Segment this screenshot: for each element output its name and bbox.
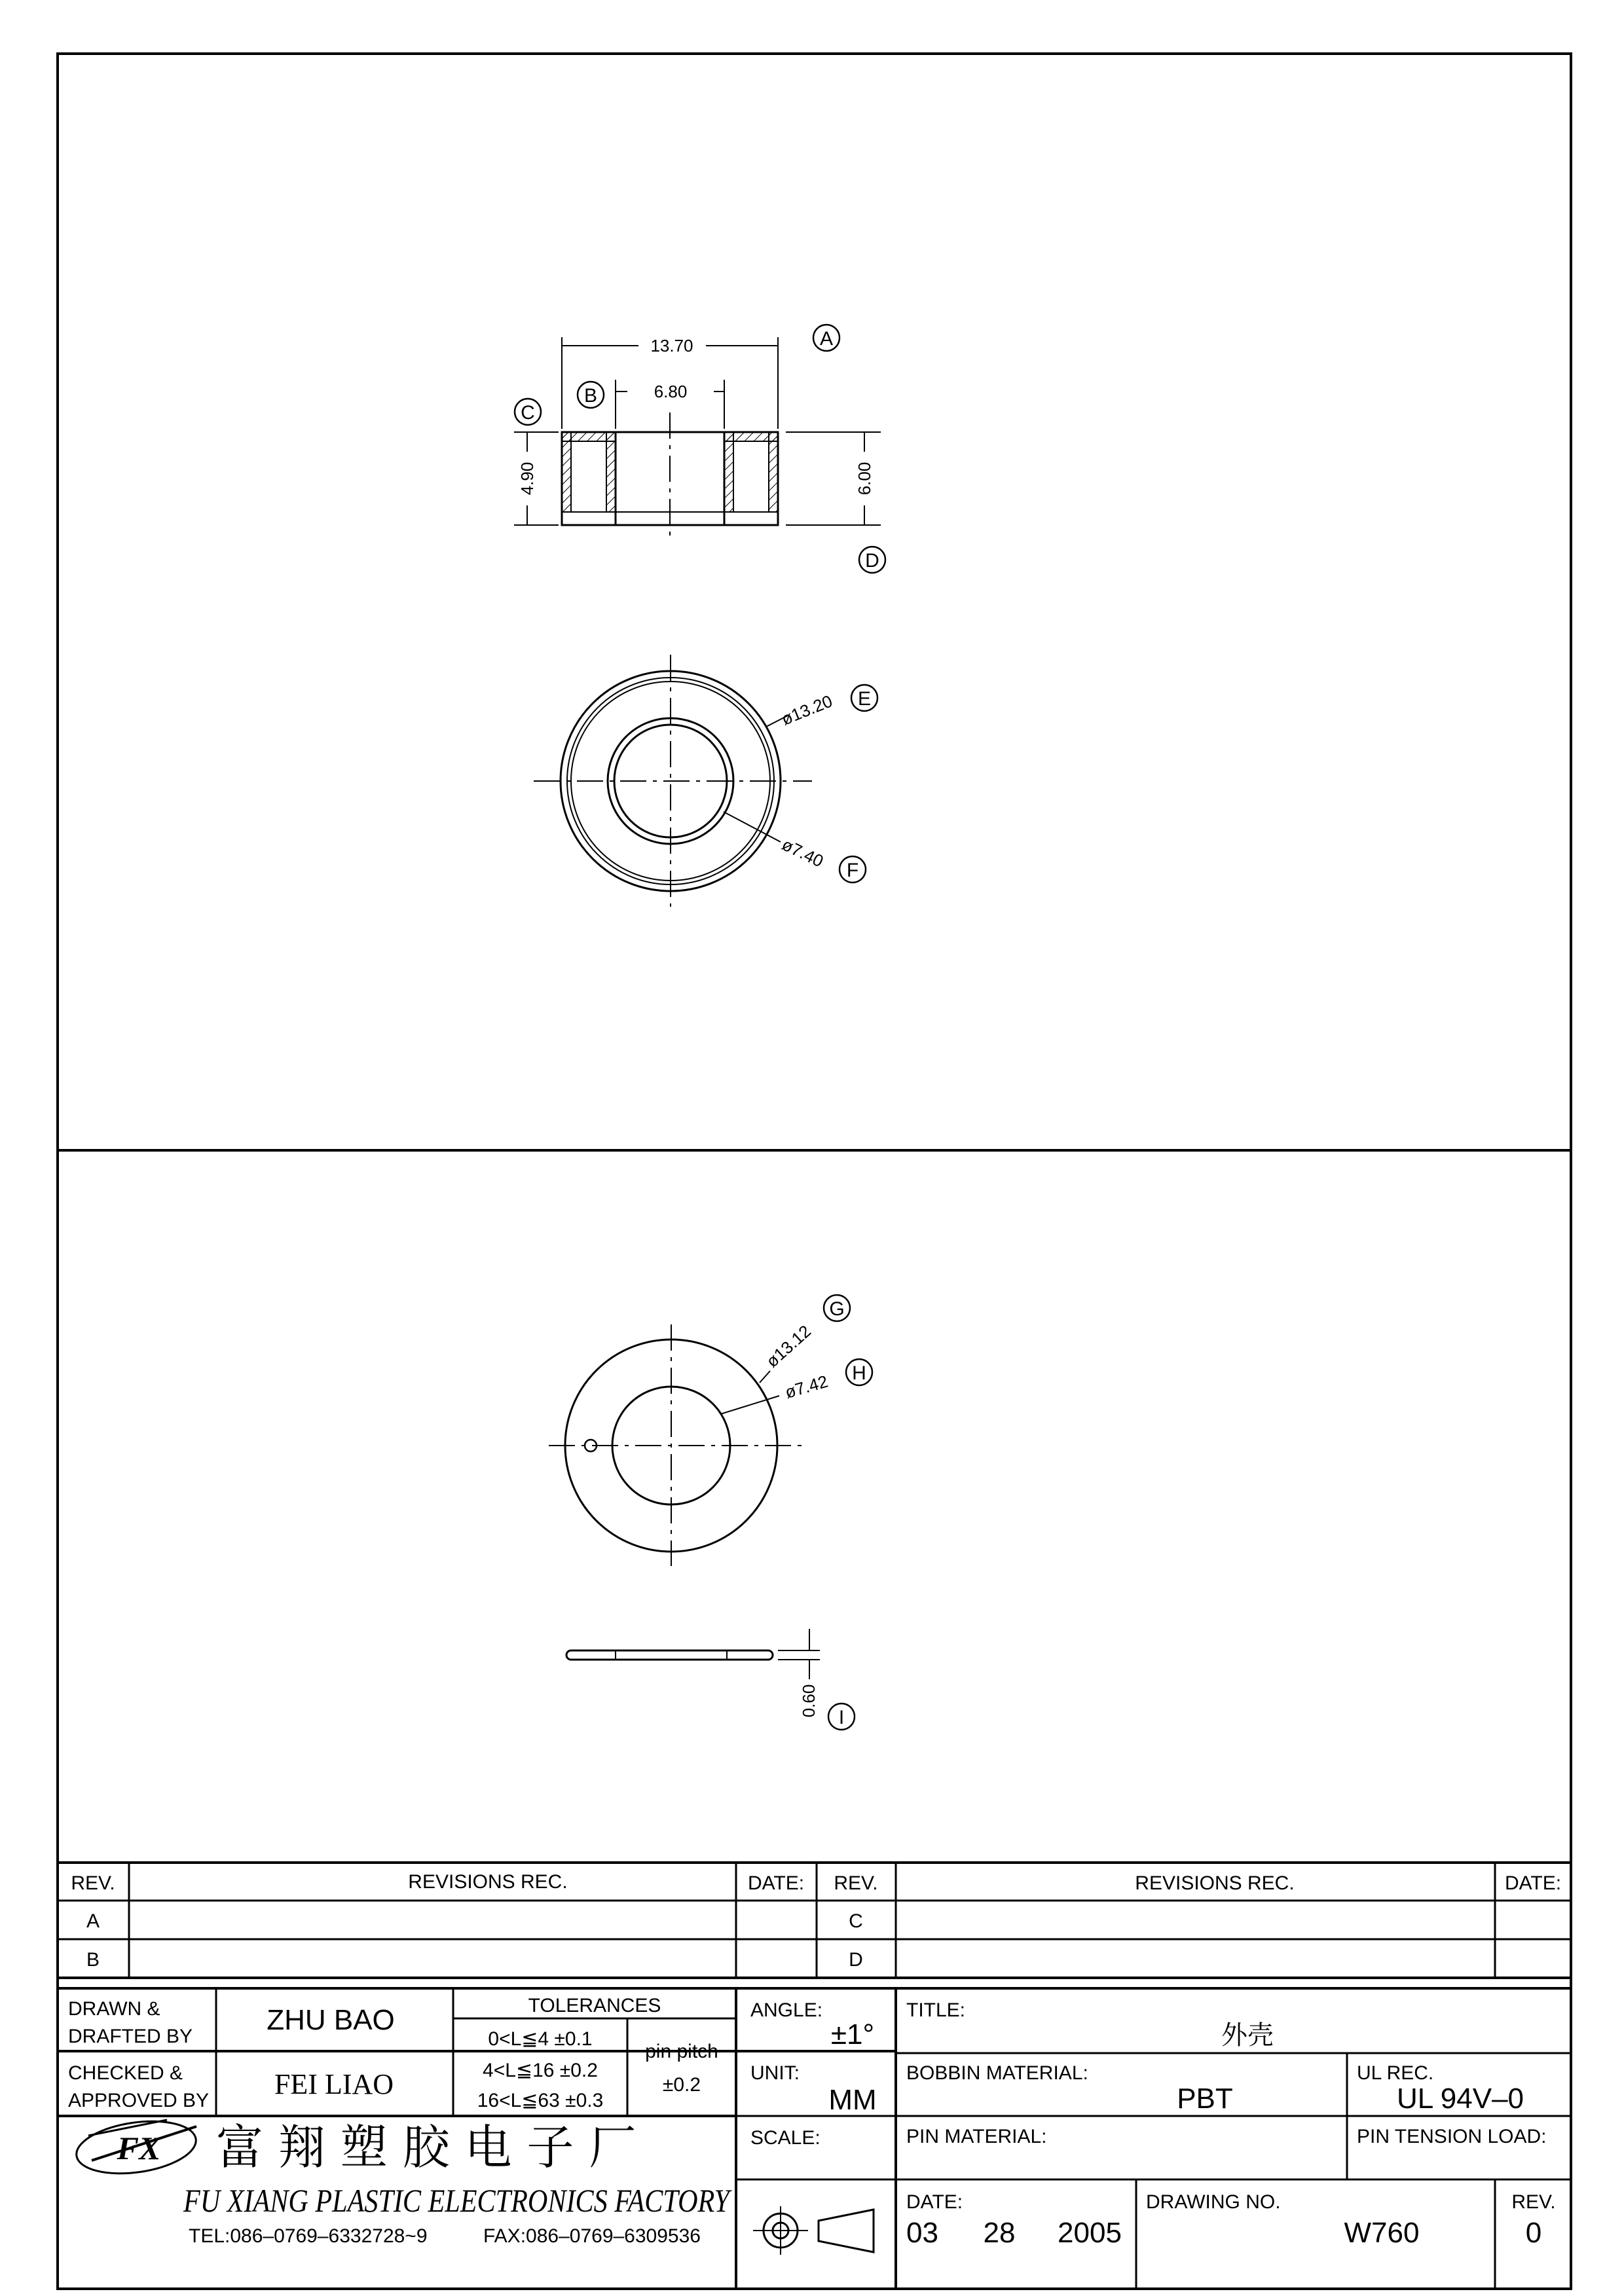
rec-header-left: REVISIONS REC. (408, 1871, 568, 1893)
pin-pitch-label: pin pitch (645, 2041, 718, 2062)
company-fax: FAX:086–0769–6309536 (483, 2225, 701, 2247)
rev-header-right: REV. (834, 1872, 878, 1894)
svg-text:A: A (819, 328, 834, 350)
company-name-cn: 富 翔 塑 胶 电 子 厂 (216, 2120, 637, 2175)
rev-value: 0 (1525, 2217, 1542, 2249)
rec-header-right: REVISIONS REC. (1135, 1872, 1295, 1894)
tolerance-row-3: 16<L≦63 ±0.3 (477, 2090, 604, 2111)
callout-f (840, 856, 866, 883)
svg-text:B: B (583, 385, 598, 407)
unit-value: MM (828, 2084, 877, 2116)
drawing-no-label: DRAWING NO. (1146, 2191, 1281, 2213)
date-day: 28 (983, 2217, 1016, 2249)
angle-value: ±1° (830, 2018, 875, 2050)
dim-overall-width: 13.70 (650, 336, 693, 355)
callout-c (515, 399, 541, 425)
checked-label-1: CHECKED & (68, 2062, 183, 2084)
dim-washer-outer-dia: ø13.12 (762, 1321, 815, 1372)
rev-row-c: C (849, 1910, 863, 1932)
date-header-left: DATE: (747, 1872, 805, 1894)
date-label: DATE: (906, 2191, 963, 2213)
dim-washer-thickness: 0.60 (799, 1684, 819, 1718)
callout-d (859, 547, 885, 573)
date-year: 2005 (1058, 2217, 1122, 2249)
tolerances-header: TOLERANCES (528, 1995, 661, 2016)
dim-height-right: 6.00 (855, 462, 874, 496)
scale-label: SCALE: (750, 2127, 821, 2149)
dim-washer-inner-dia: ø7.42 (783, 1371, 830, 1402)
title-value: 外壳 (1221, 2020, 1274, 2050)
svg-text:H: H (852, 1362, 866, 1384)
sheet-border (58, 54, 1571, 2289)
svg-text:I: I (838, 1707, 845, 1728)
drawing-no: W760 (1344, 2217, 1420, 2249)
drawn-by: ZHU BAO (267, 2004, 395, 2036)
dim-inner-dia: ø7.40 (779, 834, 827, 871)
projection-symbol-icon (753, 2206, 874, 2255)
svg-text:F: F (846, 860, 859, 881)
dim-outer-dia: ø13.20 (779, 691, 836, 729)
callout-h (846, 1359, 872, 1385)
svg-text:C: C (521, 402, 535, 424)
title-label: TITLE: (906, 1999, 966, 2021)
pin-pitch-value: ±0.2 (662, 2074, 701, 2096)
drawn-label-1: DRAWN & (68, 1998, 160, 2020)
top-view (534, 655, 812, 907)
unit-label: UNIT: (750, 2062, 800, 2084)
ul-rec-value: UL 94V–0 (1396, 2083, 1524, 2115)
pin-material-label: PIN MATERIAL: (906, 2126, 1047, 2147)
side-view (514, 337, 881, 537)
washer-top-view (549, 1324, 802, 1566)
washer-side-view (566, 1629, 820, 1679)
bobbin-material-label: BOBBIN MATERIAL: (906, 2062, 1088, 2084)
tolerance-row-2: 4<L≦16 ±0.2 (483, 2060, 598, 2081)
svg-text:E: E (857, 688, 872, 710)
dim-inner-width: 6.80 (654, 382, 688, 401)
callout-g (824, 1295, 850, 1321)
dim-height-left: 4.90 (517, 462, 537, 496)
checked-by: FEI LIAO (274, 2068, 394, 2100)
company-name-en: FU XIANG PLASTIC ELECTRONICS FACTORY (183, 2182, 733, 2219)
bobbin-material-value: PBT (1177, 2083, 1233, 2115)
rev-row-b: B (86, 1949, 100, 1971)
callout-e (851, 685, 877, 711)
svg-text:G: G (829, 1298, 845, 1320)
company-tel: TEL:086–0769–6332728~9 (189, 2225, 428, 2247)
callout-i (828, 1704, 855, 1730)
pin-tension-label: PIN TENSION LOAD: (1357, 2126, 1547, 2147)
angle-label: ANGLE: (750, 1999, 823, 2021)
date-month: 03 (906, 2217, 938, 2249)
callout-b (578, 382, 604, 408)
date-header-right: DATE: (1504, 1872, 1562, 1894)
callout-a (813, 325, 840, 351)
ul-rec-label: UL REC. (1357, 2062, 1434, 2084)
company-logo-text: FX (117, 2130, 161, 2166)
revisions-table-lines (58, 1863, 1571, 1988)
drawn-label-2: DRAFTED BY (68, 2026, 193, 2047)
tolerance-row-1: 0<L≦4 ±0.1 (488, 2028, 593, 2050)
rev-header-left: REV. (71, 1872, 115, 1894)
svg-text:D: D (865, 550, 879, 572)
checked-label-2: APPROVED BY (68, 2090, 210, 2111)
rev-row-d: D (849, 1949, 863, 1971)
rev-label: REV. (1511, 2191, 1556, 2213)
rev-row-a: A (86, 1910, 100, 1932)
